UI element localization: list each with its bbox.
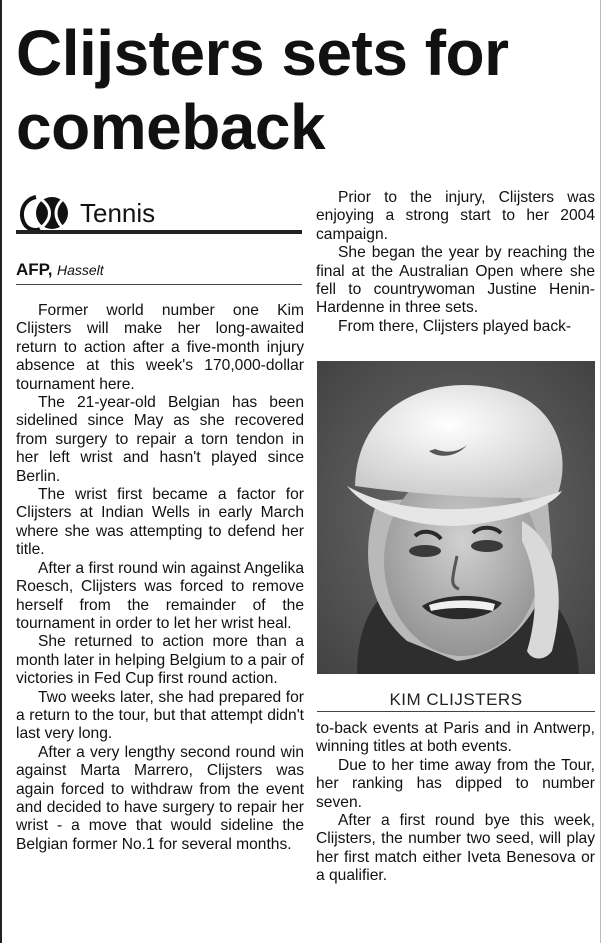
section-tag (16, 193, 302, 233)
paragraph: She returned to action more than a month later in helping Belgium to a pair of victories in Fed Cup first round action. (16, 633, 304, 688)
paragraph: After a first round win against Angelika Roesch, Clijsters was forced to remove herself from the remainder of the tournament in order to let her wrist heal. (16, 559, 304, 632)
player-photo (317, 361, 595, 674)
paragraph: After a first round bye this week, Clijsters, the number two seed, will play her first match either Iveta Benesova or a qualifier. (316, 812, 595, 885)
right-column-bottom (316, 720, 595, 886)
paragraph: After a very lengthy second round win against Marta Marrero, Clijsters was again forced to withdraw from the event and decided to have surgery to repair her wrist - a move that would sideline the Belgian former No.1 for several months. (16, 743, 304, 853)
section-label: Tennis (80, 197, 156, 228)
paragraph: to-back events at Paris and in Antwerp, winning titles at both events. (316, 720, 595, 756)
headline: Clijsters sets for comeback (16, 17, 509, 163)
paragraph: The 21-year-old Belgian has been sidelined since May as she recovered from surgery to repair a torn tendon in her left wrist and hasn't played since Berlin. (16, 394, 304, 485)
left-column (16, 302, 304, 854)
paragraph: From there, Clijsters played back- (338, 317, 572, 335)
section-divider (16, 230, 302, 234)
paragraph: Former world number one Kim Clijsters will make her long-awaited return to action after a five-month injury absence at this week's 170,000-dollar tournament here. (16, 302, 304, 393)
byline-divider (16, 284, 302, 285)
paragraph: Two weeks later, she had prepared for a return to the tour, but that attempt didn't last very long. (16, 688, 304, 743)
byline-agency: AFP, (16, 260, 53, 279)
tennis-ball-icon (16, 194, 74, 232)
player-photo-image (317, 361, 595, 674)
paragraph: The wrist first became a factor for Clijsters at Indian Wells in early March where she was attempting to defend her title. (16, 486, 304, 559)
right-column-top (316, 189, 595, 336)
caption-divider (317, 711, 595, 712)
paragraph: Prior to the injury, Clijsters was enjoying a strong start to her 2004 campaign. (316, 189, 595, 243)
paragraph: Due to her time away from the Tour, her ranking has dipped to number seven. (316, 756, 595, 811)
byline-location: Hasselt (57, 262, 104, 278)
photo-caption: KIM CLIJSTERS (389, 690, 523, 709)
paragraph: She began the year by reaching the final at the Australian Open where she fell to countrywoman Justine Henin-Hardenne in three sets. (316, 244, 595, 317)
byline (16, 260, 104, 280)
